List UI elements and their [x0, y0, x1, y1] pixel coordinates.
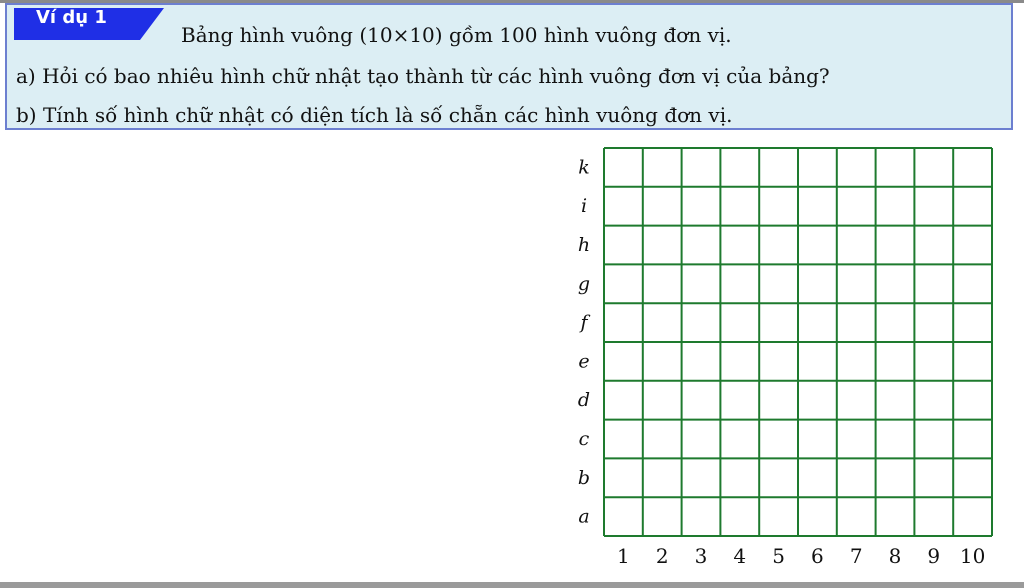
row-label: h	[577, 234, 591, 256]
row-label: c	[578, 428, 590, 450]
row-label: k	[578, 156, 590, 179]
column-label: 10	[959, 544, 986, 568]
row-label: b	[577, 466, 591, 489]
column-label: 7	[849, 544, 863, 568]
grid-figure	[560, 145, 1010, 575]
row-label: i	[580, 195, 588, 218]
grid-svg	[560, 145, 1010, 575]
bottom-edge	[0, 582, 1024, 588]
question-b: b) Tính số hình chữ nhật có diện tích là số chẵn các hình vuông đơn vị.	[16, 103, 733, 127]
column-label: 1	[617, 544, 630, 568]
column-label: 2	[655, 544, 669, 568]
column-label: 5	[772, 544, 785, 568]
question-a: a) Hỏi có bao nhiêu hình chữ nhật tạo thành từ các hình vuông đơn vị của bảng?	[16, 64, 830, 88]
column-label: 3	[694, 544, 708, 568]
column-label: 6	[811, 544, 824, 568]
row-label: e	[578, 350, 590, 373]
row-label: a	[578, 505, 590, 528]
problem-title: Bảng hình vuông (10×10) gồm 100 hình vuông đơn vị.	[181, 23, 732, 47]
column-label: 8	[888, 544, 902, 568]
row-label: f	[580, 311, 588, 334]
column-label: 9	[927, 544, 941, 568]
row-label: d	[577, 389, 591, 412]
column-label: 4	[733, 544, 747, 568]
row-label: g	[577, 272, 591, 295]
example-box	[5, 3, 1013, 130]
example-badge-label: Ví dụ 1	[36, 7, 107, 28]
